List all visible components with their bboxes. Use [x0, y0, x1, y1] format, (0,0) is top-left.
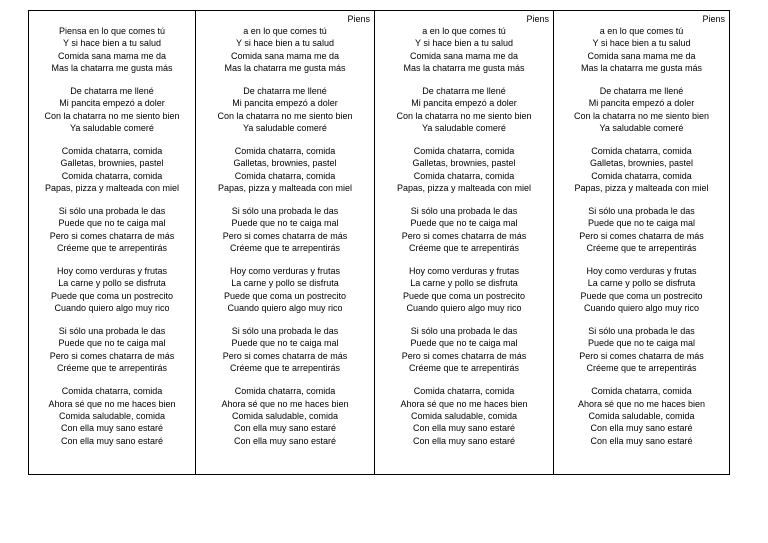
lyric-line: Puede que coma un postrecito	[50, 290, 174, 301]
lyric-line: De chatarra me llené	[599, 86, 684, 97]
stanza	[375, 385, 553, 447]
stanza	[554, 265, 729, 315]
lyric-line: Con ella muy sano estaré	[233, 423, 337, 434]
lyric-line: Créeme que te arrepentirás	[586, 363, 697, 374]
lyric-line: Comida sana mama me da	[230, 50, 340, 61]
lyric-line: Si sólo una probada le das	[410, 326, 518, 337]
stanza	[375, 265, 553, 315]
lyric-line: Comida sana mama me da	[587, 50, 696, 61]
lyric-line: Pero si comes chatarra de más	[49, 350, 175, 361]
stanza	[554, 85, 729, 135]
lyric-line: Mas la chatarra me gusta más	[51, 63, 173, 74]
lyric-line: Hoy como verduras y frutas	[586, 266, 697, 277]
lyric-line: Comida chatarra, comida	[591, 386, 692, 397]
lyric-line: Comida chatarra, comida	[234, 170, 336, 181]
lyric-line: La carne y pollo se disfruta	[410, 278, 518, 289]
lyric-line: Puede que coma un postrecito	[402, 290, 526, 301]
lyric-line: Puede que coma un postrecito	[223, 290, 347, 301]
lyric-line: Ya saludable comeré	[422, 123, 506, 134]
stanza	[29, 85, 195, 135]
lyric-line: Ahora sé que no me haces bien	[577, 398, 706, 409]
lyric-line: Pero si comes chatarra de más	[49, 230, 175, 241]
lyrics-column-2	[195, 11, 374, 474]
lyric-line: Créeme que te arrepentirás	[229, 243, 341, 254]
lyric-line: Piensa en lo que comes tú	[58, 26, 166, 36]
lyric-line: La carne y pollo se disfruta	[587, 278, 696, 289]
stanza	[29, 205, 195, 255]
lyric-line: Ahora sé que no me haces bien	[400, 398, 528, 409]
lyric-line: Pero si comes chatarra de más	[401, 350, 527, 361]
lyric-line: Ahora sé que no me haces bien	[221, 398, 349, 409]
lyric-line: Puede que no te caiga mal	[231, 338, 339, 349]
lyric-line: Mi pancita empezó a doler	[411, 98, 517, 109]
lyric-line: Puede que no te caiga mal	[587, 218, 696, 229]
lyric-line: Comida chatarra, comida	[61, 386, 163, 397]
lyric-line: Si sólo una probada le das	[58, 326, 166, 337]
lyric-line: Comida saludable, comida	[410, 410, 518, 421]
stanza	[196, 145, 374, 195]
lyric-line: Pero si comes chatarra de más	[401, 230, 527, 241]
lyric-line: a en lo que comes tú	[422, 26, 506, 36]
column-corner-text: Piens	[347, 14, 370, 24]
lyric-line: Ahora sé que no me haces bien	[48, 398, 176, 409]
lyric-line: Cuando quiero algo muy rico	[54, 303, 170, 314]
lyrics-column-1	[29, 11, 195, 474]
stanza	[196, 325, 374, 375]
lyric-line: Puede que no te caiga mal	[410, 218, 518, 229]
lyric-line: Con ella muy sano estaré	[60, 435, 164, 446]
lyric-line: a en lo que comes tú	[599, 26, 684, 36]
stanza	[375, 325, 553, 375]
column-corner-text: Piens	[702, 14, 725, 24]
stanza	[29, 145, 195, 195]
lyric-line: Comida chatarra, comida	[591, 146, 692, 157]
lyric-line: Mas la chatarra me gusta más	[580, 63, 703, 74]
lyric-line: Pero si comes chatarra de más	[222, 230, 348, 241]
lyric-line: La carne y pollo se disfruta	[231, 278, 339, 289]
lyric-line: Comida chatarra, comida	[234, 386, 336, 397]
lyric-line: Cuando quiero algo muy rico	[406, 303, 522, 314]
stanza	[375, 145, 553, 195]
stanza	[196, 85, 374, 135]
stanza	[375, 25, 553, 75]
lyric-line: Créeme que te arrepentirás	[56, 363, 168, 374]
lyric-line: Con ella muy sano estaré	[233, 435, 337, 446]
lyric-line: Ya saludable comeré	[70, 123, 154, 134]
lyric-line: Mas la chatarra me gusta más	[224, 63, 346, 74]
lyrics-body	[554, 25, 729, 458]
lyrics-body	[375, 25, 553, 458]
stanza	[29, 265, 195, 315]
lyric-line: Comida sana mama me da	[57, 50, 167, 61]
lyric-line: Papas, pizza y malteada con miel	[44, 183, 180, 194]
lyric-line: Hoy como verduras y frutas	[408, 266, 520, 277]
lyric-line: La carne y pollo se disfruta	[58, 278, 166, 289]
lyric-line: Comida chatarra, comida	[61, 146, 163, 157]
stanza	[196, 265, 374, 315]
lyric-line: Mas la chatarra me gusta más	[403, 63, 525, 74]
column-corner-text: Piens	[526, 14, 549, 24]
lyric-line: Papas, pizza y malteada con miel	[574, 183, 709, 194]
lyric-line: Pero si comes chatarra de más	[222, 350, 348, 361]
lyric-line: Con ella muy sano estaré	[590, 435, 693, 446]
lyric-line: Si sólo una probada le das	[231, 206, 339, 217]
lyric-line: Papas, pizza y malteada con miel	[396, 183, 532, 194]
lyric-line: Ya saludable comeré	[243, 123, 327, 134]
stanza	[375, 205, 553, 255]
lyric-line: Créeme que te arrepentirás	[56, 243, 168, 254]
lyric-line: Si sólo una probada le das	[231, 326, 339, 337]
lyric-line: Mi pancita empezó a doler	[232, 98, 338, 109]
lyric-line: Ya saludable comeré	[599, 123, 684, 134]
lyric-line: Pero si comes chatarra de más	[579, 230, 704, 241]
lyric-line: Comida chatarra, comida	[413, 386, 515, 397]
lyric-line: Con la chatarra no me siento bien	[44, 110, 180, 121]
lyric-line: Puede que no te caiga mal	[231, 218, 339, 229]
lyric-line: Y si hace bien a tu salud	[236, 38, 334, 49]
lyric-line: Si sólo una probada le das	[588, 326, 695, 337]
lyric-line: Papas, pizza y malteada con miel	[217, 183, 353, 194]
lyric-line: Mi pancita empezó a doler	[588, 98, 695, 109]
stanza	[29, 385, 195, 447]
lyric-line: Galletas, brownies, pastel	[233, 158, 337, 169]
lyric-line: Cuando quiero algo muy rico	[583, 303, 700, 314]
lyric-line: Si sólo una probada le das	[58, 206, 166, 217]
lyrics-column-3	[374, 11, 553, 474]
lyric-line: Y si hace bien a tu salud	[63, 38, 161, 49]
lyric-line: Comida saludable, comida	[58, 410, 166, 421]
lyric-line: Comida chatarra, comida	[61, 170, 163, 181]
lyric-line: a en lo que comes tú	[243, 26, 327, 36]
lyric-line: Con ella muy sano estaré	[412, 435, 516, 446]
lyric-line: Créeme que te arrepentirás	[586, 243, 697, 254]
lyric-line: Cuando quiero algo muy rico	[227, 303, 343, 314]
lyric-line: Galletas, brownies, pastel	[589, 158, 694, 169]
lyric-line: Comida chatarra, comida	[591, 170, 692, 181]
lyric-line: Puede que no te caiga mal	[410, 338, 518, 349]
lyric-line: Si sólo una probada le das	[588, 206, 695, 217]
lyric-line: Comida chatarra, comida	[413, 146, 515, 157]
lyric-line: Galletas, brownies, pastel	[60, 158, 164, 169]
lyrics-column-4	[553, 11, 729, 474]
lyric-line: Con ella muy sano estaré	[60, 423, 164, 434]
stanza	[554, 325, 729, 375]
stanza	[196, 25, 374, 75]
lyric-line: Galletas, brownies, pastel	[412, 158, 516, 169]
lyric-line: Puede que no te caiga mal	[587, 338, 696, 349]
lyric-line: Créeme que te arrepentirás	[408, 363, 520, 374]
lyric-line: Y si hace bien a tu salud	[415, 38, 513, 49]
stanza	[554, 145, 729, 195]
lyric-line: Con la chatarra no me siento bien	[217, 110, 353, 121]
lyric-line: Comida chatarra, comida	[413, 170, 515, 181]
lyrics-sheet	[28, 10, 730, 475]
lyric-line: Puede que no te caiga mal	[58, 218, 166, 229]
stanza	[29, 325, 195, 375]
lyric-line: Si sólo una probada le das	[410, 206, 518, 217]
lyric-line: Comida saludable, comida	[231, 410, 339, 421]
stanza	[196, 385, 374, 447]
lyric-line: Puede que coma un postrecito	[580, 290, 703, 301]
stanza	[554, 385, 729, 447]
stanza	[554, 25, 729, 75]
lyrics-body	[29, 25, 195, 458]
lyrics-body	[196, 25, 374, 458]
lyric-line: Comida saludable, comida	[588, 410, 695, 421]
lyric-line: De chatarra me llené	[243, 86, 327, 97]
lyric-line: Créeme que te arrepentirás	[408, 243, 520, 254]
lyric-line: Pero si comes chatarra de más	[579, 350, 704, 361]
lyric-line: De chatarra me llené	[422, 86, 506, 97]
lyric-line: Hoy como verduras y frutas	[229, 266, 341, 277]
lyric-line: Puede que no te caiga mal	[58, 338, 166, 349]
lyric-line: Con ella muy sano estaré	[590, 423, 693, 434]
lyric-line: Créeme que te arrepentirás	[229, 363, 341, 374]
lyric-line: Mi pancita empezó a doler	[59, 98, 165, 109]
lyric-line: Hoy como verduras y frutas	[56, 266, 168, 277]
stanza	[375, 85, 553, 135]
lyric-line: Con la chatarra no me siento bien	[573, 110, 710, 121]
stanza	[196, 205, 374, 255]
lyric-line: Con ella muy sano estaré	[412, 423, 516, 434]
lyric-line: Comida chatarra, comida	[234, 146, 336, 157]
lyric-line: Con la chatarra no me siento bien	[396, 110, 532, 121]
lyric-line: Y si hace bien a tu salud	[592, 38, 691, 49]
lyric-line: Comida sana mama me da	[409, 50, 519, 61]
stanza	[554, 205, 729, 255]
stanza	[29, 25, 195, 75]
lyric-line: De chatarra me llené	[70, 86, 154, 97]
